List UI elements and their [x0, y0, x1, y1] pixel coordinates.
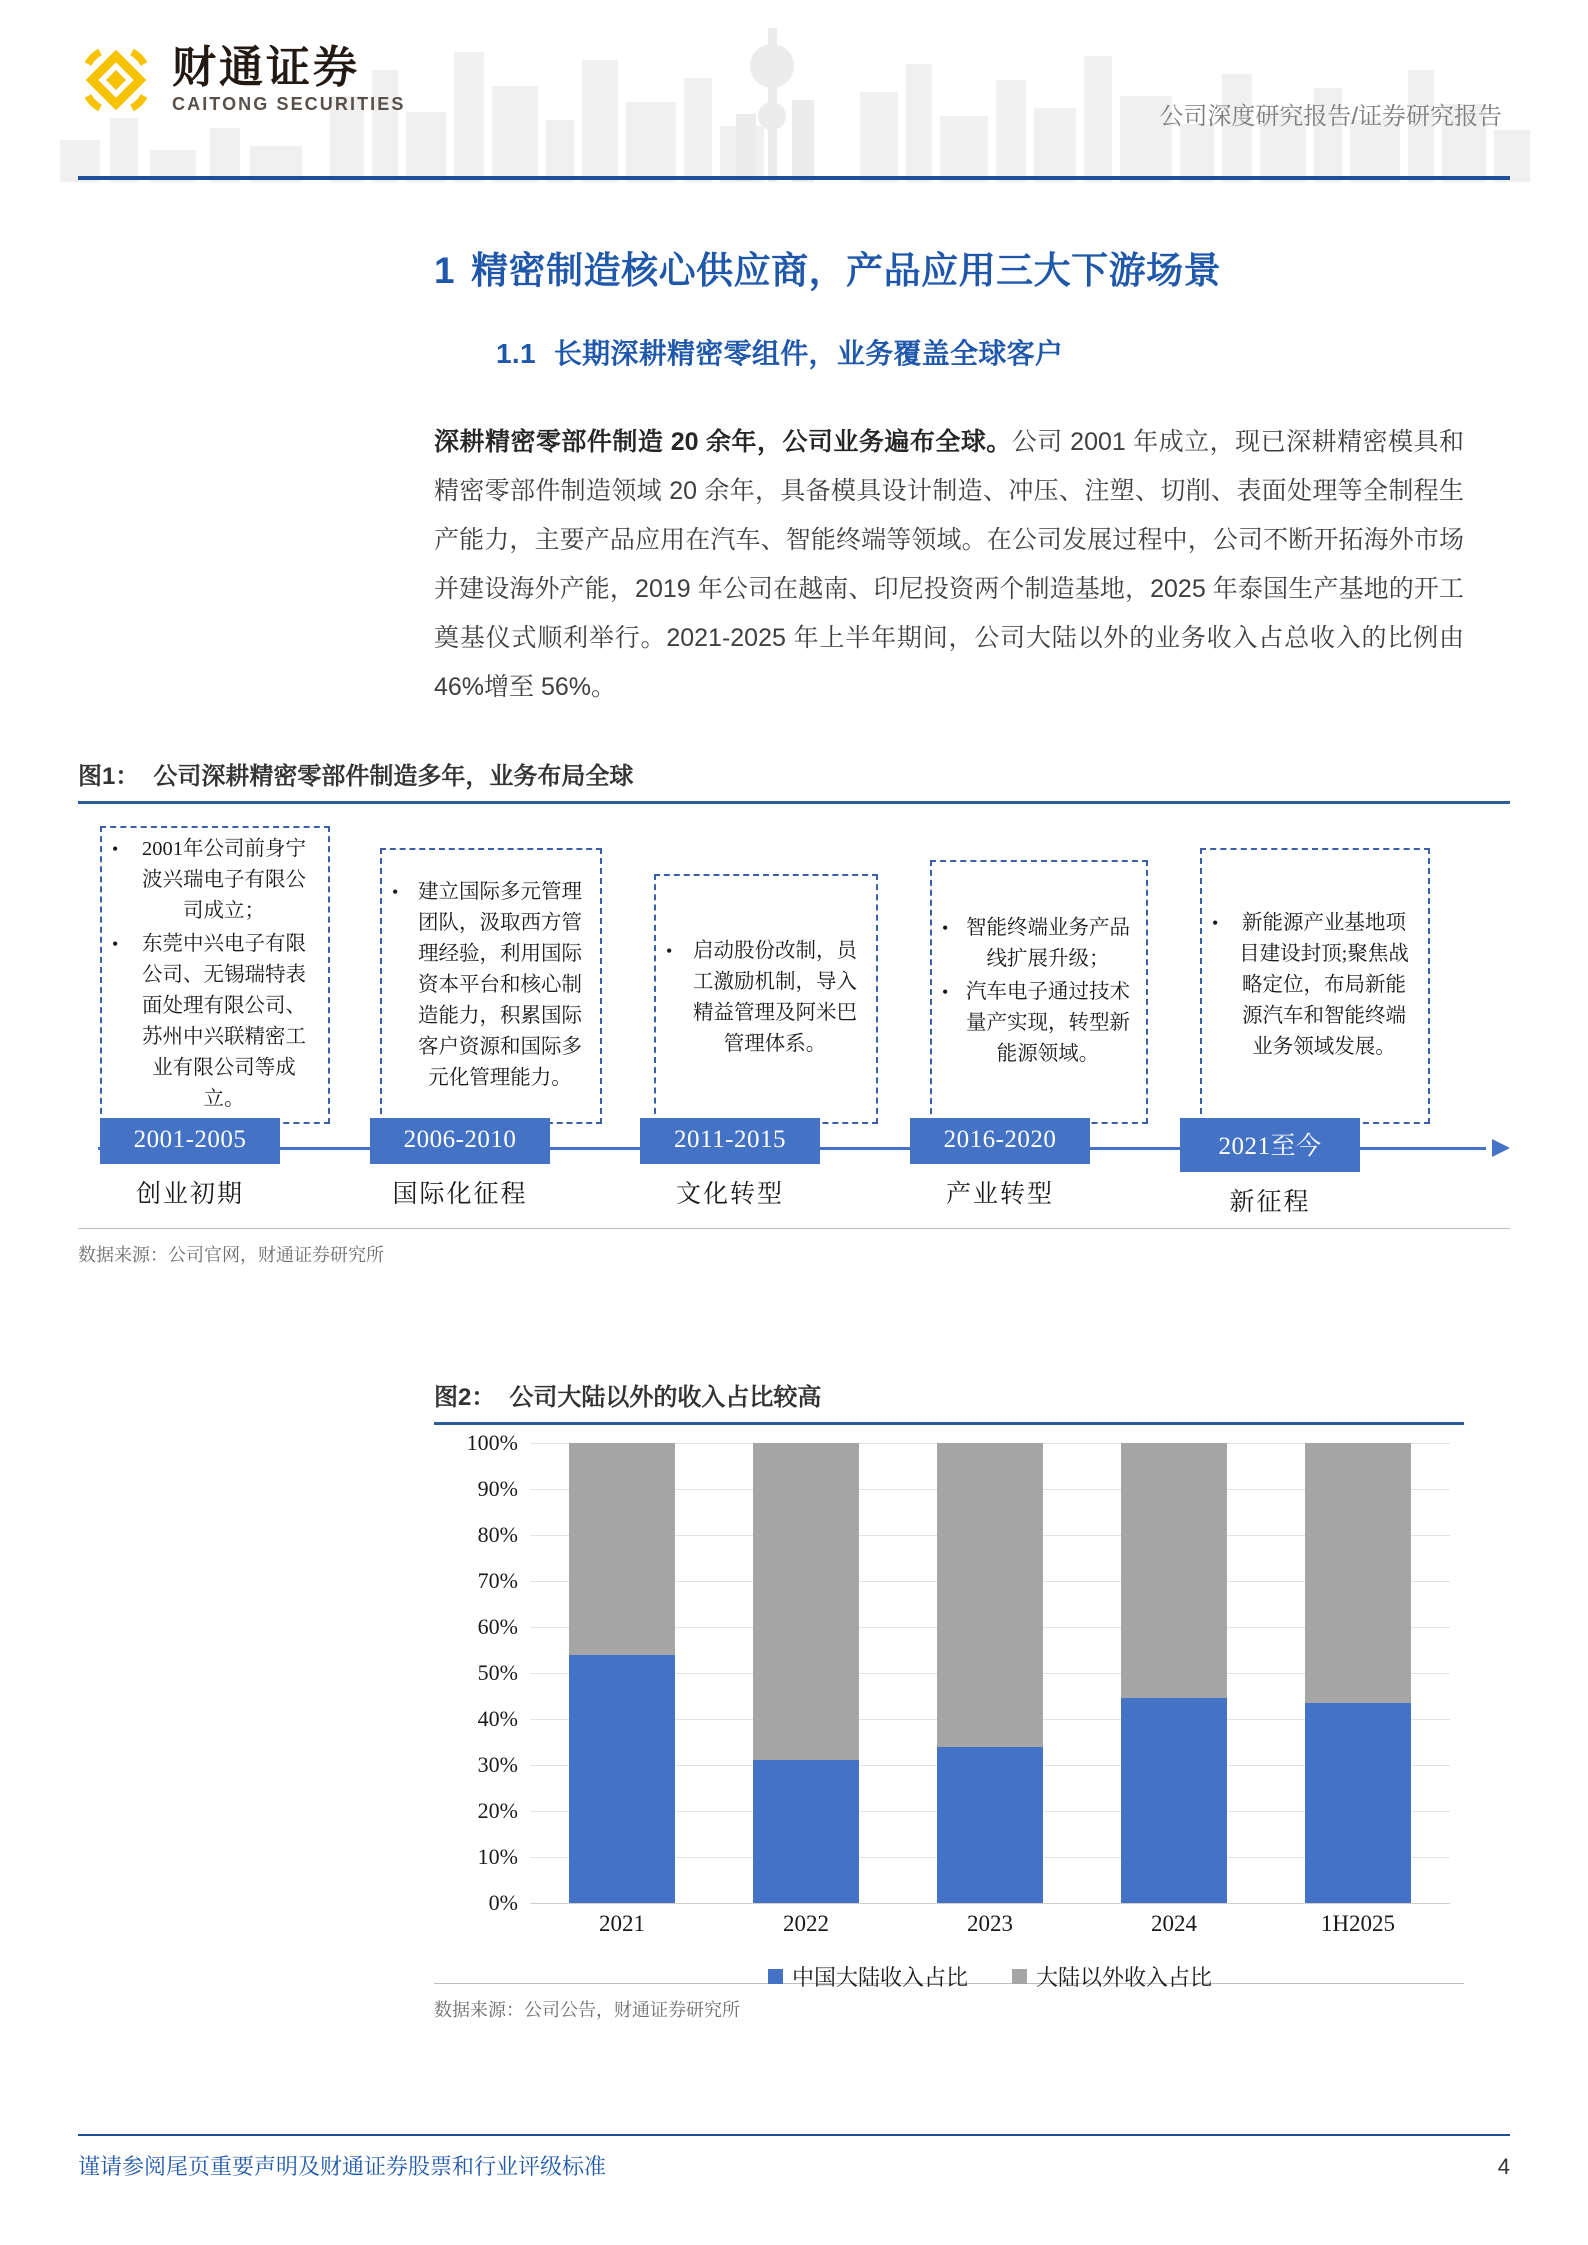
- chart-bar-segment-overseas: [1121, 1443, 1227, 1698]
- paragraph-lead: 深耕精密零部件制造 20 余年，公司业务遍布全球。: [434, 428, 1012, 456]
- figure-1-title: 公司深耕精密零部件制造多年，业务布局全球: [153, 763, 634, 790]
- logo-english-name: CAITONG SECURITIES: [172, 94, 406, 115]
- chart-bar-column: [1305, 1443, 1411, 1903]
- timeline-period-name: 产业转型: [945, 1181, 1054, 1208]
- chart-bar-segment-mainland: [753, 1760, 859, 1903]
- timeline-arrow-icon: [1492, 1139, 1510, 1157]
- chart-x-axis: [530, 1911, 1450, 1937]
- timeline-period-range: 2016-2020: [910, 1118, 1090, 1164]
- timeline-box-1: [100, 826, 330, 1124]
- revenue-share-chart: [434, 1430, 1464, 1990]
- chart-bars: [530, 1443, 1450, 1903]
- figure-2-rule: [434, 1422, 1464, 1425]
- timeline-period-name: 新征程: [1229, 1189, 1311, 1216]
- timeline-bullet: • 东莞中兴电子有限公司、无锡瑞特表面处理有限公司、苏州中兴联精密工业有限公司等成立。: [132, 929, 316, 1115]
- page-header: [0, 0, 1588, 182]
- timeline-period-name: 创业初期: [135, 1181, 244, 1208]
- section-heading: [434, 240, 1464, 294]
- timeline-period-range: 2001-2005: [100, 1118, 280, 1164]
- chart-bar-segment-overseas: [937, 1443, 1043, 1747]
- timeline-period-range: 2006-2010: [370, 1118, 550, 1164]
- chart-y-tick-label: 30%: [477, 1752, 518, 1777]
- chart-bar-segment-overseas: [569, 1443, 675, 1655]
- timeline-period-range: 2011-2015: [640, 1118, 820, 1164]
- chart-y-tick-label: 60%: [477, 1614, 518, 1639]
- chart-y-tick-label: 50%: [477, 1660, 518, 1685]
- section-title-text: 精密制造核心供应商，产品应用三大下游场景: [471, 250, 1222, 291]
- figure-1-rule: [78, 801, 1510, 804]
- subsection-heading: [496, 332, 1464, 372]
- timeline-period-range: 2021至今: [1180, 1118, 1360, 1172]
- header-divider: [78, 176, 1510, 180]
- chart-bar-column: [1121, 1443, 1227, 1903]
- timeline-bullet: • 新能源产业基地项目建设封顶;聚焦战略定位，布局新能源汽车和智能终端业务领域发展。: [1232, 908, 1416, 1063]
- chart-bar-column: [753, 1443, 859, 1903]
- chart-legend: [530, 1961, 1450, 1992]
- chart-y-tick-label: 20%: [477, 1798, 518, 1823]
- subsection-title-text: 长期深耕精密零组件，业务覆盖全球客户: [553, 338, 1064, 369]
- chart-bar-segment-overseas: [1305, 1443, 1411, 1703]
- caitong-logo-icon: [78, 42, 154, 118]
- timeline-bullet: • 智能终端业务产品线扩展升级；: [962, 913, 1134, 975]
- figure-2-label: 图2：: [434, 1384, 496, 1411]
- text-column: [434, 240, 1464, 712]
- page-number: 4: [1497, 2154, 1510, 2179]
- timeline-period-name: 国际化征程: [392, 1181, 528, 1208]
- chart-y-tick-label: 0%: [488, 1890, 518, 1915]
- timeline-bullet: • 汽车电子通过技术量产实现，转型新能源领域。: [962, 977, 1134, 1070]
- timeline-bullet: • 启动股份改制，员工激励机制，导入精益管理及阿米巴管理体系。: [686, 936, 864, 1060]
- chart-legend-label: 中国大陆收入占比: [791, 1965, 968, 1990]
- figure-2: [434, 1377, 1464, 2022]
- timeline-period-3: [640, 1118, 820, 1210]
- chart-bar-segment-mainland: [569, 1655, 675, 1903]
- chart-y-tick-label: 80%: [477, 1522, 518, 1547]
- figure-2-caption: [434, 1377, 1464, 1422]
- timeline-bullet: • 建立国际多元管理团队，汲取西方管理经验，利用国际资本平台和核心制造能力，积累国际客户资源和国际多元化管理能力。: [412, 877, 588, 1094]
- chart-legend-swatch: [768, 1969, 783, 1984]
- page-content: [0, 192, 1588, 2022]
- chart-y-tick-label: 70%: [477, 1568, 518, 1593]
- chart-y-tick-label: 10%: [477, 1844, 518, 1869]
- timeline-box-2: [380, 848, 602, 1124]
- page-footer: [78, 2134, 1510, 2181]
- chart-y-axis: [434, 1430, 526, 1915]
- chart-bar-segment-mainland: [937, 1747, 1043, 1903]
- figure-1-caption: [78, 756, 1510, 801]
- chart-legend-item: [768, 1961, 968, 1992]
- timeline-period-4: [910, 1118, 1090, 1210]
- timeline-box-5: [1200, 848, 1430, 1124]
- figure-2-source: 数据来源：公司公告，财通证券研究所: [434, 1983, 1464, 2022]
- chart-legend-item: [1012, 1961, 1212, 1992]
- chart-x-tick-label: 2021: [598, 1911, 645, 1936]
- chart-x-tick-label: 1H2025: [1320, 1911, 1396, 1936]
- chart-x-tick-label: 2023: [966, 1911, 1013, 1936]
- chart-legend-label: 大陆以外收入占比: [1036, 1965, 1213, 1990]
- timeline-period-1: [100, 1118, 280, 1210]
- timeline-period-2: [370, 1118, 550, 1210]
- chart-x-tick-label: 2024: [1150, 1911, 1197, 1936]
- chart-y-tick-label: 100%: [466, 1430, 518, 1455]
- timeline-bullet: • 2001年公司前身宁波兴瑞电子有限公司成立；: [132, 834, 316, 927]
- figure-1-label: 图1：: [78, 763, 140, 790]
- chart-y-tick-label: 40%: [477, 1706, 518, 1731]
- timeline-box-3: [654, 874, 878, 1124]
- section-number: 1: [434, 250, 456, 291]
- chart-bar-column: [937, 1443, 1043, 1903]
- chart-bar-column: [569, 1443, 675, 1903]
- subsection-number: 1.1: [496, 338, 536, 369]
- figure-1-caption-wrap: [78, 756, 1510, 804]
- footer-disclaimer: 谨请参阅尾页重要声明及财通证券股票和行业评级标准: [78, 2154, 607, 2179]
- timeline-diagram: [78, 818, 1510, 1228]
- chart-bar-segment-mainland: [1305, 1703, 1411, 1903]
- figure-1-source-wrap: [78, 1228, 1510, 1267]
- paragraph-rest: 公司 2001 年成立，现已深耕精密模具和精密零部件制造领域 20 余年，具备模具设计制造、冲压、注塑、切削、表面处理等全制程生产能力，主要产品应用在汽车、智能终端等领域。在公司发展过程中，公司不断开拓海外市场并建设海外产能，2019 年公司在越南、印尼投资两个制造基地，2025 年泰国生产基地的开工奠基仪式顺利举行。2021-2025 年上半年期间，公司大陆以外的业务收入占总收入的比例由 46%增至 56%。: [434, 428, 1464, 701]
- chart-bar-segment-mainland: [1121, 1698, 1227, 1903]
- report-type-label: 公司深度研究报告/证券研究报告: [1159, 103, 1502, 130]
- chart-plot-area: [530, 1443, 1450, 1904]
- timeline-box-4: [930, 860, 1148, 1124]
- chart-legend-swatch: [1012, 1969, 1027, 1984]
- figure-1: [0, 756, 1588, 1267]
- chart-bar-segment-overseas: [753, 1443, 859, 1760]
- timeline-period-5: [1180, 1118, 1360, 1218]
- chart-y-tick-label: 90%: [477, 1476, 518, 1501]
- timeline-period-name: 文化转型: [675, 1181, 784, 1208]
- figure-1-source: 数据来源：公司官网，财通证券研究所: [78, 1228, 1510, 1267]
- chart-x-tick-label: 2022: [782, 1911, 829, 1936]
- body-paragraph: [434, 418, 1464, 712]
- brand-logo: [78, 42, 406, 118]
- logo-chinese-name: 财通证券: [172, 42, 360, 92]
- figure-2-title: 公司大陆以外的收入占比较高: [509, 1384, 822, 1411]
